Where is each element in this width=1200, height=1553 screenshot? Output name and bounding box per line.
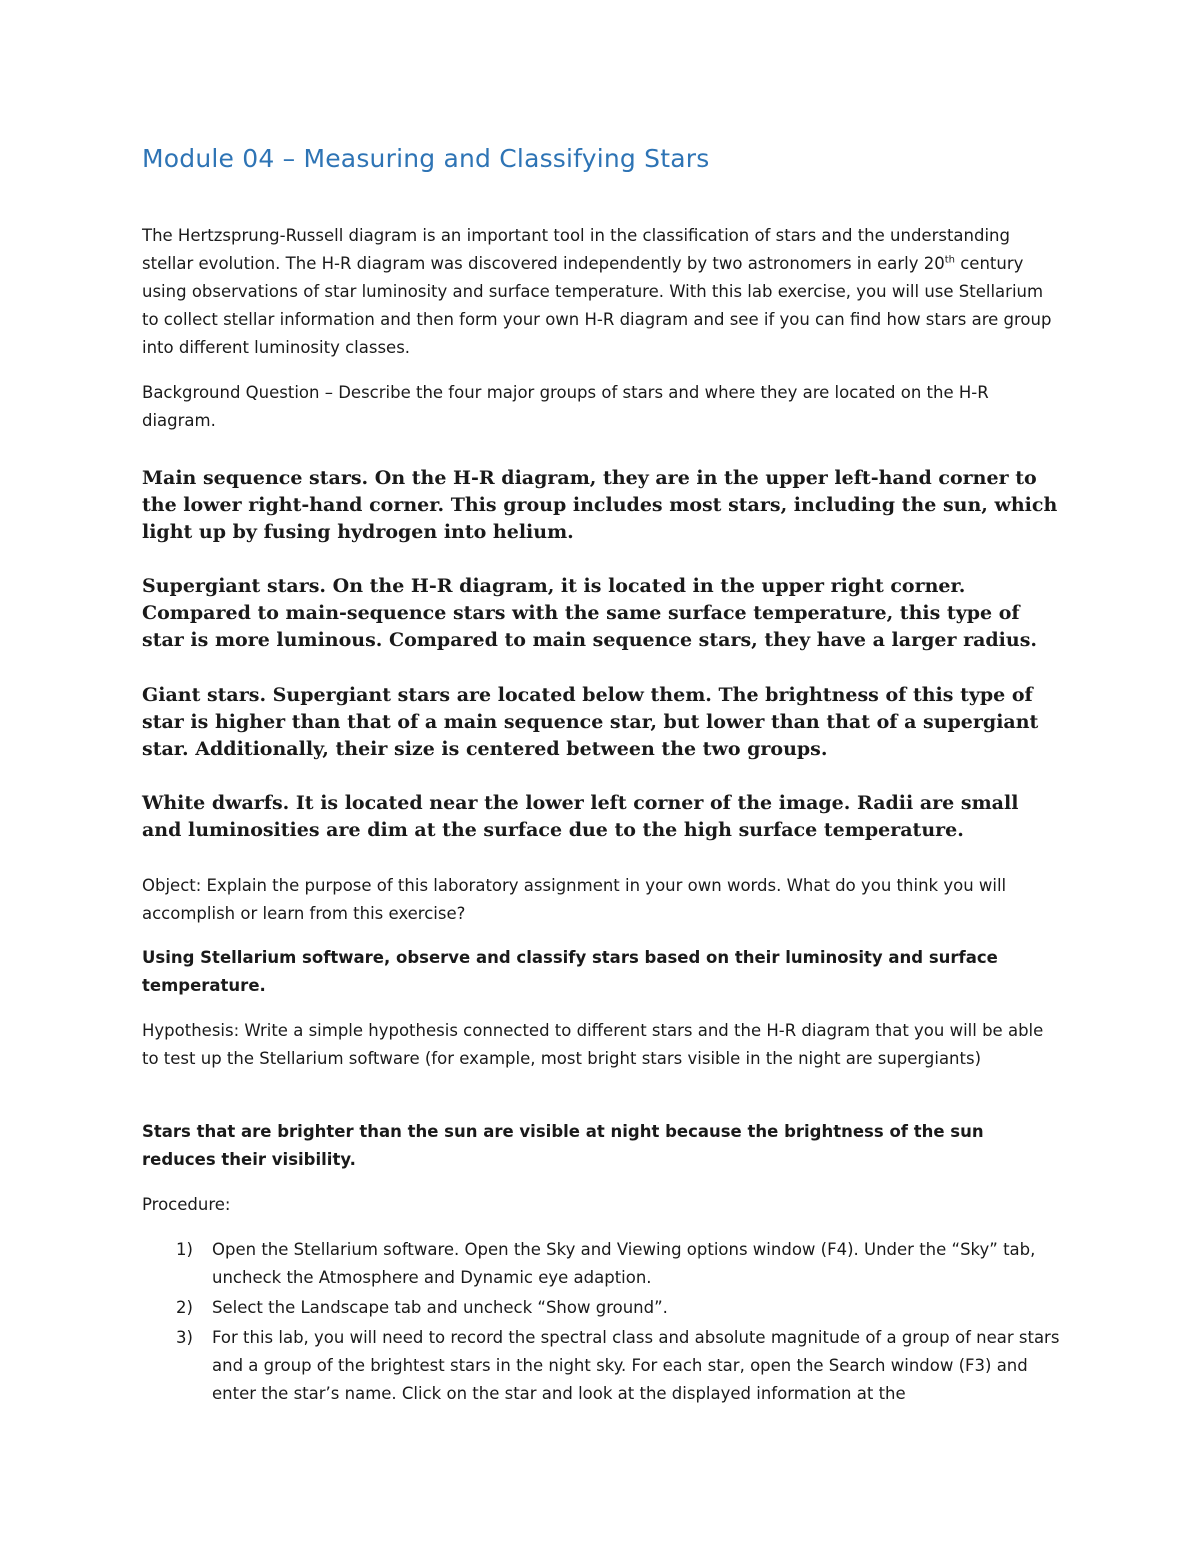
procedure-step-number: 1) <box>176 1240 193 1259</box>
procedure-step <box>142 1236 1062 1292</box>
answer-giant: Giant stars. Supergiant stars are located below them. The brightness of this type of star is higher than that of a main sequence star, but lower than that of a supergiant star. Additionally, their size is centered between the two groups. <box>142 684 1039 760</box>
hypothesis-answer: Stars that are brighter than the sun are visible at night because the brightness of the sun reduces their visibility. <box>142 1122 984 1169</box>
procedure-step-text: Select the Landscape tab and uncheck “Show ground”. <box>212 1298 668 1317</box>
hypothesis-question: Hypothesis: Write a simple hypothesis connected to different stars and the H-R diagram that you will be able to test up the Stellarium software (for example, most bright stars visible in the night are supergiants) <box>142 1021 1044 1068</box>
intro-superscript: th <box>944 254 955 266</box>
procedure-list <box>142 1236 1062 1410</box>
procedure-step-number: 3) <box>176 1328 193 1347</box>
background-question: Background Question – Describe the four major groups of stars and where they are located on the H-R diagram. <box>142 383 989 430</box>
procedure-label: Procedure: <box>142 1195 231 1214</box>
procedure-step-number: 2) <box>176 1298 193 1317</box>
answer-white-dwarf: White dwarfs. It is located near the lower left corner of the image. Radii are small and luminosities are dim at the surface due to the high surface temperature. <box>142 792 1019 841</box>
procedure-step <box>142 1324 1062 1408</box>
procedure-step-text: For this lab, you will need to record the spectral class and absolute magnitude of a group of near stars and a group of the brightest stars in the night sky. For each star, open the Search window (F3) and enter the star’s name. Click on the star and look at the displayed information at the <box>212 1328 1060 1403</box>
procedure-step-text: Open the Stellarium software. Open the Sky and Viewing options window (F4). Under the “Sky” tab, uncheck the Atmosphere and Dynamic eye adaption. <box>212 1240 1036 1287</box>
object-answer: Using Stellarium software, observe and classify stars based on their luminosity and surface temperature. <box>142 948 998 995</box>
answer-main-sequence: Main sequence stars. On the H-R diagram, they are in the upper left-hand corner to the lower right-hand corner. This group includes most stars, including the sun, which light up by fusing hydrogen into helium. <box>142 467 1058 543</box>
page-title: Module 04 – Measuring and Classifying Stars <box>142 144 710 173</box>
intro-paragraph <box>142 222 1062 362</box>
intro-text-part2: century using observations of star luminosity and surface temperature. With this lab exercise, you will use Stellarium to collect stellar information and then form your own H-R diagram and see if you can find how stars are group into different luminosity classes. <box>142 254 1052 357</box>
answer-supergiant: Supergiant stars. On the H-R diagram, it is located in the upper right corner. Compared to main-sequence stars with the same surface temperature, this type of star is more luminous. Compared to main sequence stars, they have a larger radius. <box>142 575 1038 651</box>
intro-text-part1: The Hertzsprung-Russell diagram is an important tool in the classification of stars and the understanding stellar evolution. The H-R diagram was discovered independently by two astronomers in early 20 <box>142 226 1010 273</box>
object-question: Object: Explain the purpose of this laboratory assignment in your own words. What do you think you will accomplish or learn from this exercise? <box>142 876 1007 923</box>
procedure-step <box>142 1294 1062 1322</box>
